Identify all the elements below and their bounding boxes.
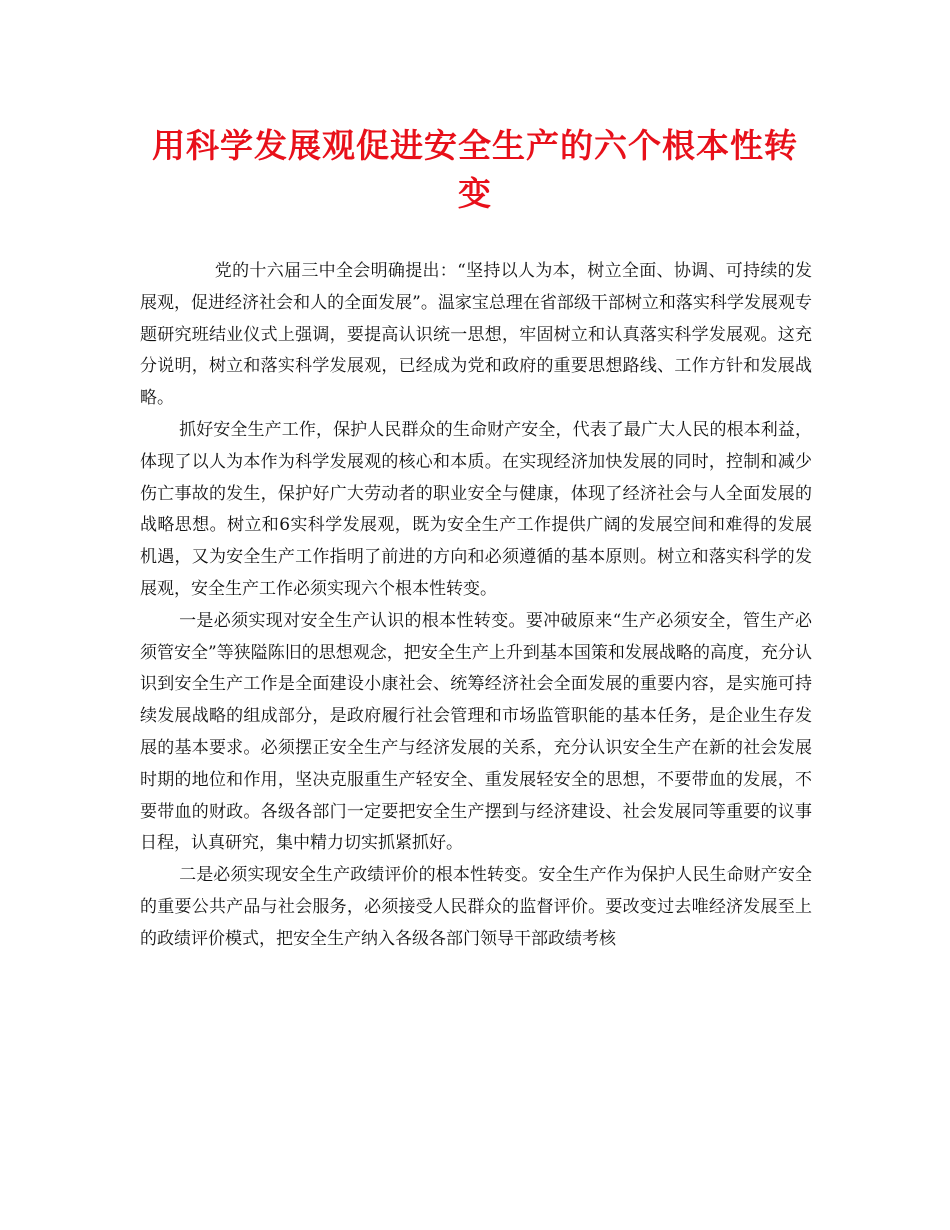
paragraph-1: 党的十六届三中全会明确提出：“坚持以人为本，树立全面、协调、可持续的发展观，促进经济社会和人的全面发展”。温家宝总理在省部级干部树立和落实科学发展观专题研究班结业仪式上强调，要提高认识统一思想，牢固树立和认真落实科学发展观。这充分说明，树立和落实科学发展观，已经成为党和政府的重要思想路线、工作方针和发展战略。 — [140, 261, 812, 409]
paragraph-4: 二是必须实现安全生产政绩评价的根本性转变。安全生产作为保护人民生命财产安全的重要公共产品与社会服务，必须接受人民群众的监督评价。要改变过去唯经济发展至上的政绩评价模式，把安全生产纳入各级各部门领导干部政绩考核 — [140, 865, 812, 949]
document-title: 用科学发展观促进安全生产的六个根本性转变 — [152, 126, 798, 213]
paragraph-2: 抓好安全生产工作，保护人民群众的生命财产安全，代表了最广大人民的根本利益，体现了以人为本作为科学发展观的核心和本质。在实现经济加快发展的同时，控制和减少伤亡事故的发生，保护好广大劳动者的职业安全与健康，体现了经济社会与人全面发展的战略思想。树立和6实科学发展观，既为安全生产工作提供广阔的发展空间和难得的发展机遇，又为安全生产工作指明了前进的方向和必须遵循的基本原则。树立和落实科学的发展观，安全生产工作必须实现六个根本性转变。 — [140, 419, 812, 599]
paragraph-3: 一是必须实现对安全生产认识的根本性转变。要冲破原来“生产必须安全，管生产必须管安全”等狭隘陈旧的思想观念，把安全生产上升到基本国策和发展战略的高度，充分认识到安全生产工作是全面建设小康社会、统筹经济社会全面发展的重要内容，是实施可持续发展战略的组成部分，是政府履行社会管理和市场监管职能的基本任务，是企业生存发展的基本要求。必须摆正安全生产与经济发展的关系，充分认识安全生产在新的社会发展时期的地位和作用，坚决克服重生产轻安全、重发展轻安全的思想，不要带血的发展，不要带血的财政。各级各部门一定要把安全生产摆到与经济建设、社会发展同等重要的议事日程，认真研究，集中精力切实抓紧抓好。 — [140, 610, 812, 854]
document-body — [140, 256, 812, 956]
